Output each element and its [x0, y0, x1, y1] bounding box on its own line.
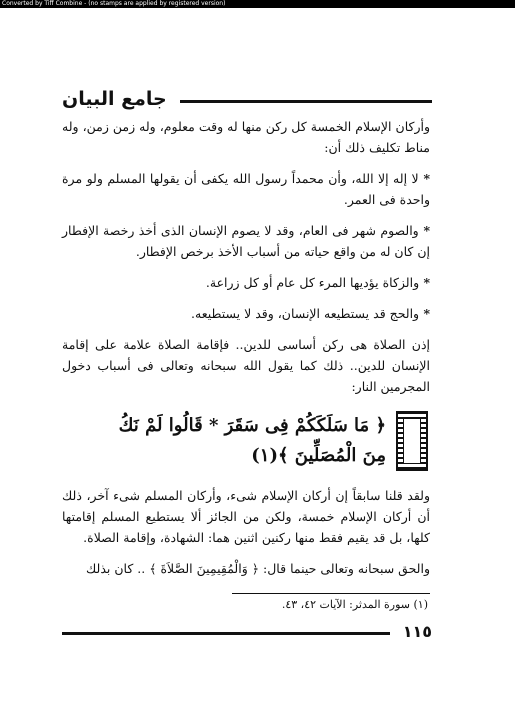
list-item-shahada: * لا إله إلا الله، وأن محمداً رسول الله يكفى أن يقولها المسلم ولو مرة واحدة فى العمر. [62, 168, 430, 210]
paragraph-intro: وأركان الإسلام الخمسة كل ركن منها له وقت معلوم، وله زمن زمن، وله مناط تكليف ذلك أن: [62, 119, 430, 155]
quran-verse-block [62, 407, 430, 477]
converter-banner: Converted by Tiff Combine - (no stamps are applied by registered version) [0, 0, 515, 8]
footnote-rule [232, 593, 430, 594]
book-title: جامع البيان [62, 88, 167, 110]
page-footer [62, 622, 432, 644]
list-item-hajj: * والحج قد يستطيعه الإنسان، وقد لا يستطيعه. [62, 303, 430, 324]
list-item-fasting: * والصوم شهر فى العام، وقد لا يصوم الإنسان الذى أخذ رخصة الإفطار إن كان له من واقع حياته من أسباب الأخذ برخص الإفطار. [62, 220, 430, 262]
paragraph-prayer: إذن الصلاة هى ركن أساسى للدين.. فإقامة الصلاة علامة على إقامة الإنسان للدين.. ذلك كما يقول الله سبحانه وتعالى فى أسباب دخول المجرمين النار: [62, 337, 430, 394]
paragraph-closing: والحق سبحانه وتعالى حينما قال: ﴿ وَالْمُقِيمِينَ الصَّلاَةَ ﴾ .. كان بذلك [86, 561, 430, 576]
page-number: ١١٥ [402, 622, 432, 641]
quran-verse: ﴿ مَا سَلَكَكُمْ فِى سَقَرَ * قَالُوا لَمْ نَكُ مِنَ الْمُصَلِّينَ ﴾(١) [118, 415, 386, 466]
footnote: (١) سورة المدثر: الآيات ٤٢، ٤٣. [281, 598, 428, 611]
paragraph-pillars: ولقد قلنا سابقاً إن أركان الإسلام شىء، وأركان المسلم شىء آخر، ذلك أن أركان الإسلام خمسة، ولكن من الجائز ألا يستطيع المسلم إقامتها كلها، بل قد يقيم فقط منها ركنين اثنين هما: الشهادة، وإقامة الصلاة. [62, 488, 430, 545]
header-rule [180, 100, 432, 103]
page-body [62, 116, 430, 589]
list-item-zakat: * والزكاة يؤديها المرء كل عام أو كل زراعة. [62, 272, 430, 293]
page-header [62, 88, 432, 118]
footer-rule [62, 632, 390, 635]
ornament-icon [396, 411, 428, 471]
